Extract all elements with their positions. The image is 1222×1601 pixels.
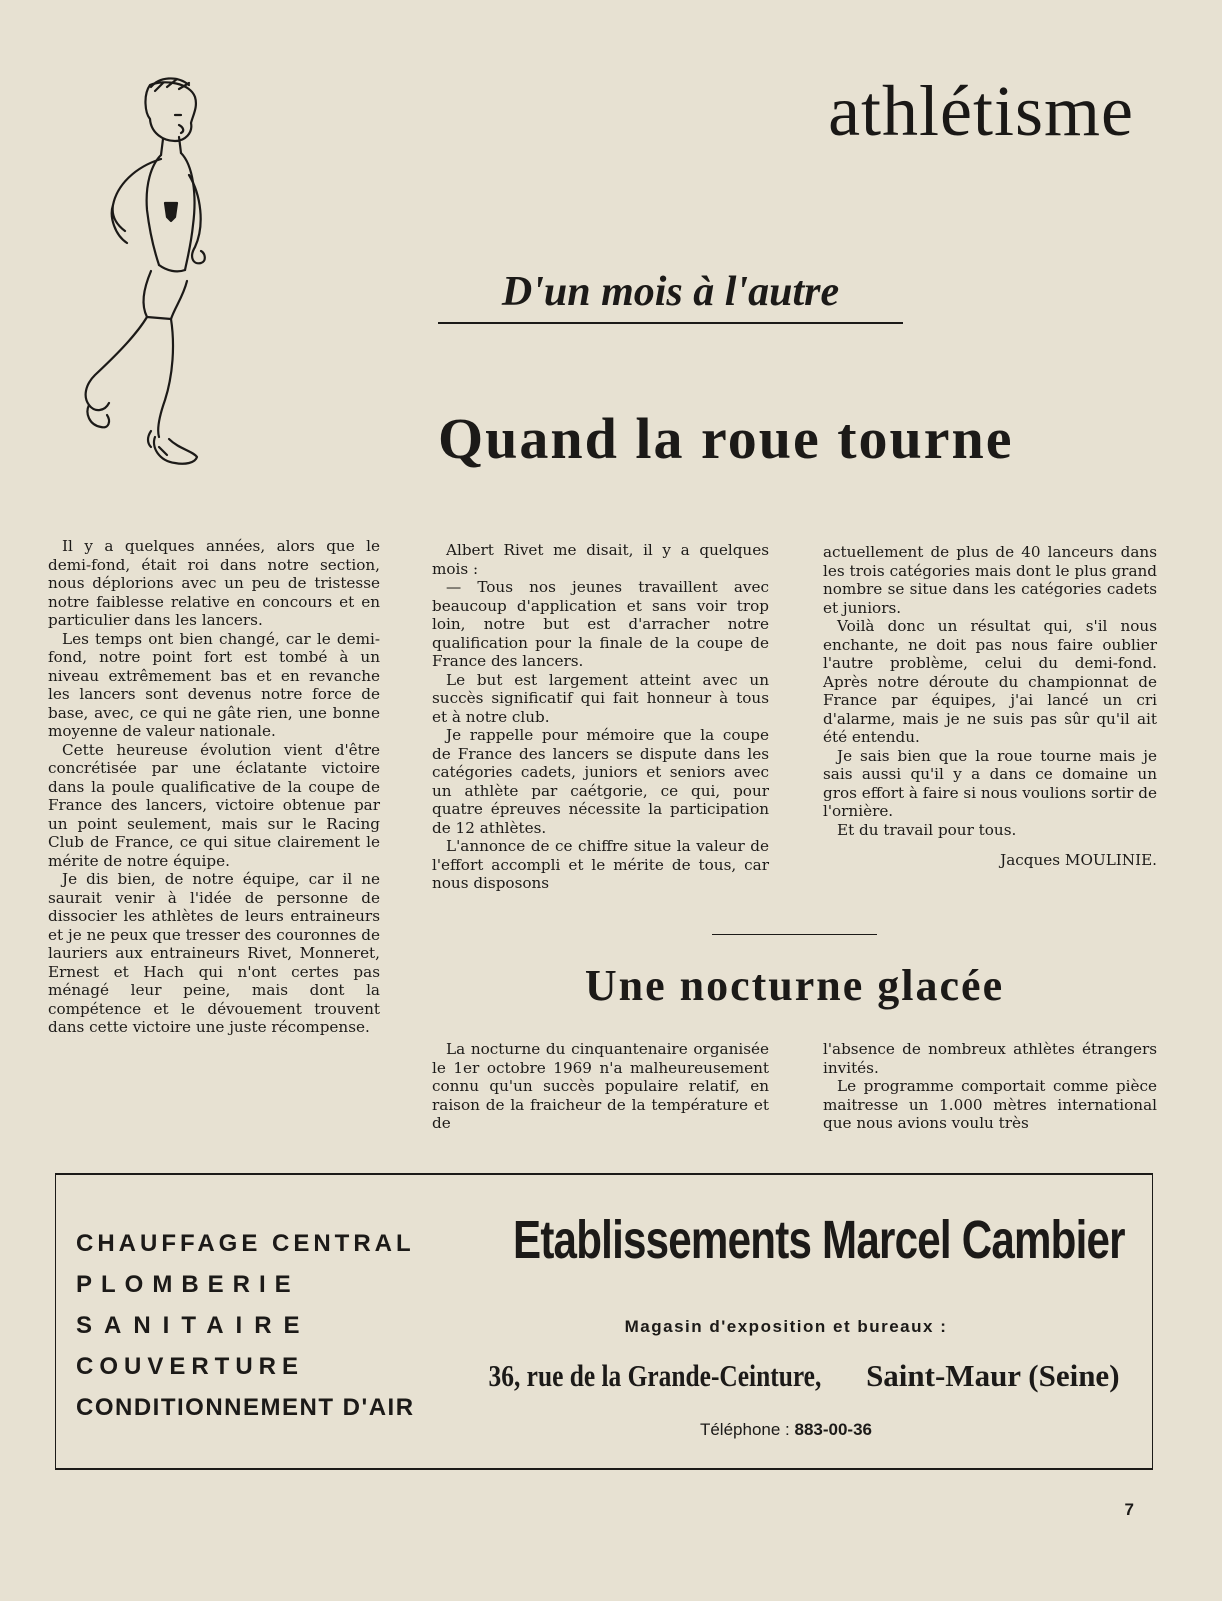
author-signature: Jacques MOULINIE. bbox=[1000, 851, 1157, 869]
article1-column2 bbox=[432, 541, 769, 893]
ad-showroom-label: Magasin d'exposition et bureaux : bbox=[624, 1317, 948, 1336]
ad-services-list bbox=[76, 1223, 416, 1428]
advertisement-box bbox=[55, 1173, 1153, 1470]
paragraph: Cette heureuse évolution vient d'être concrétisée par une éclatante victoire dans la poule qualificative de la coupe de France des lancers, victoire obtenue par un point seulement, mais sur le Racing Club de France, ce qui situe clairement le mérite de notre équipe. bbox=[48, 740, 380, 870]
ad-address-city: Saint-Maur (Seine) bbox=[866, 1358, 1120, 1393]
paragraph: Il y a quelques années, alors que le demi-fond, était roi dans notre section, nous déplorions avec un peu de tristesse notre faiblesse relative en concours et en particulier dans les lancers. bbox=[48, 537, 380, 629]
ad-service-item: COUVERTURE bbox=[76, 1353, 305, 1380]
ad-service-item: PLOMBERIE bbox=[76, 1271, 300, 1298]
ad-phone-number: 883-00-36 bbox=[794, 1420, 873, 1439]
paragraph: Je sais bien que la roue tourne mais je sais aussi qu'il y a dans ce domaine un gros effort à faire si nous voulions sortir de l'ornière. bbox=[823, 746, 1157, 820]
paragraph: La nocturne du cinquantenaire organisée le 1er octobre 1969 n'a malheureusement connu qu'un succès populaire relatif, en raison de la fraicheur de la température et de bbox=[432, 1040, 769, 1132]
section-title: athlétisme bbox=[828, 71, 1134, 151]
paragraph: Voilà donc un résultat qui, s'il nous enchante, ne doit pas nous faire oublier l'autre problème, celui du demi-fond. Après notre déroute du championnat de France par équipes, j'ai lancé un cri d'alarme, mais je ne suis pas sûr qu'il ait été entendu. bbox=[823, 617, 1157, 746]
kicker-title: D'un mois à l'autre bbox=[438, 268, 903, 324]
paragraph: — Tous nos jeunes travaillent avec beaucoup d'application et sans voir trop loin, notre but est d'arracher notre qualification pour la finale de la coupe de France des lancers. bbox=[432, 578, 769, 670]
main-headline: Quand la roue tourne bbox=[438, 406, 1014, 471]
paragraph: Le but est largement atteint avec un succès significatif qui fait honneur à tous et à notre club. bbox=[432, 670, 769, 726]
section-divider bbox=[712, 934, 877, 935]
paragraph: Je rappelle pour mémoire que la coupe de France des lancers se dispute dans les catégories cadets, juniors et seniors avec un athlète par caétgorie, ce qui, pour quatre épreuves nécessite la participation de 12 athlètes. bbox=[432, 726, 769, 837]
ad-phone-label: Téléphone : bbox=[699, 1420, 790, 1439]
article2-column2 bbox=[823, 1040, 1157, 1133]
ad-phone bbox=[436, 1420, 1136, 1440]
ad-address bbox=[436, 1358, 1136, 1394]
paragraph: Les temps ont bien changé, car le demi-fond, notre point fort est tombé à un niveau extrêmement bas et en revanche les lancers sont devenus notre force de base, avec, ce qui ne gâte rien, une bonne moyenne de valeur nationale. bbox=[48, 629, 380, 740]
paragraph: Albert Rivet me disait, il y a quelques mois : bbox=[432, 541, 769, 578]
ad-service-item: CONDITIONNEMENT D'AIR bbox=[76, 1394, 415, 1421]
article1-column1 bbox=[48, 537, 380, 1037]
paragraph: Et du travail pour tous. bbox=[837, 820, 1017, 839]
page-number: 7 bbox=[1124, 1500, 1134, 1519]
paragraph: Le programme comportait comme pièce maitresse un 1.000 mètres international que nous avions voulu très bbox=[823, 1077, 1157, 1132]
ad-address-street: 36, rue de la Grande-Ceinture, bbox=[488, 1358, 822, 1393]
paragraph: Je dis bien, de notre équipe, car il ne saurait venir à l'idée de personne de dissocier les athlètes de leurs entraineurs et je ne peux que tresser des couronnes de lauriers aux entraineurs Rivet, Monneret, Ernest et Hach qui n'ont certes pas ménagé leur peine, mais dont la compétence et le dévouement trouvent dans cette victoire une juste récompense. bbox=[48, 870, 380, 1036]
ad-service-item: CHAUFFAGE CENTRAL bbox=[76, 1230, 415, 1257]
article2-column1 bbox=[432, 1040, 769, 1133]
article1-column3 bbox=[823, 543, 1157, 870]
article2-headline: Une nocturne glacée bbox=[584, 961, 1005, 1010]
paragraph: L'annonce de ce chiffre situe la valeur de l'effort accompli et le mérite de tous, car nous disposons bbox=[432, 837, 769, 892]
paragraph: actuellement de plus de 40 lanceurs dans les trois catégories mais dont le plus grand nombre se situe dans les catégories cadets et juniors. bbox=[823, 543, 1157, 617]
paragraph: l'absence de nombreux athlètes étrangers invités. bbox=[823, 1040, 1157, 1077]
ad-company-name: Etablissements Marcel Cambier bbox=[513, 1210, 1125, 1270]
ad-service-item: SANITAIRE bbox=[76, 1312, 312, 1339]
runner-illustration bbox=[55, 75, 215, 485]
